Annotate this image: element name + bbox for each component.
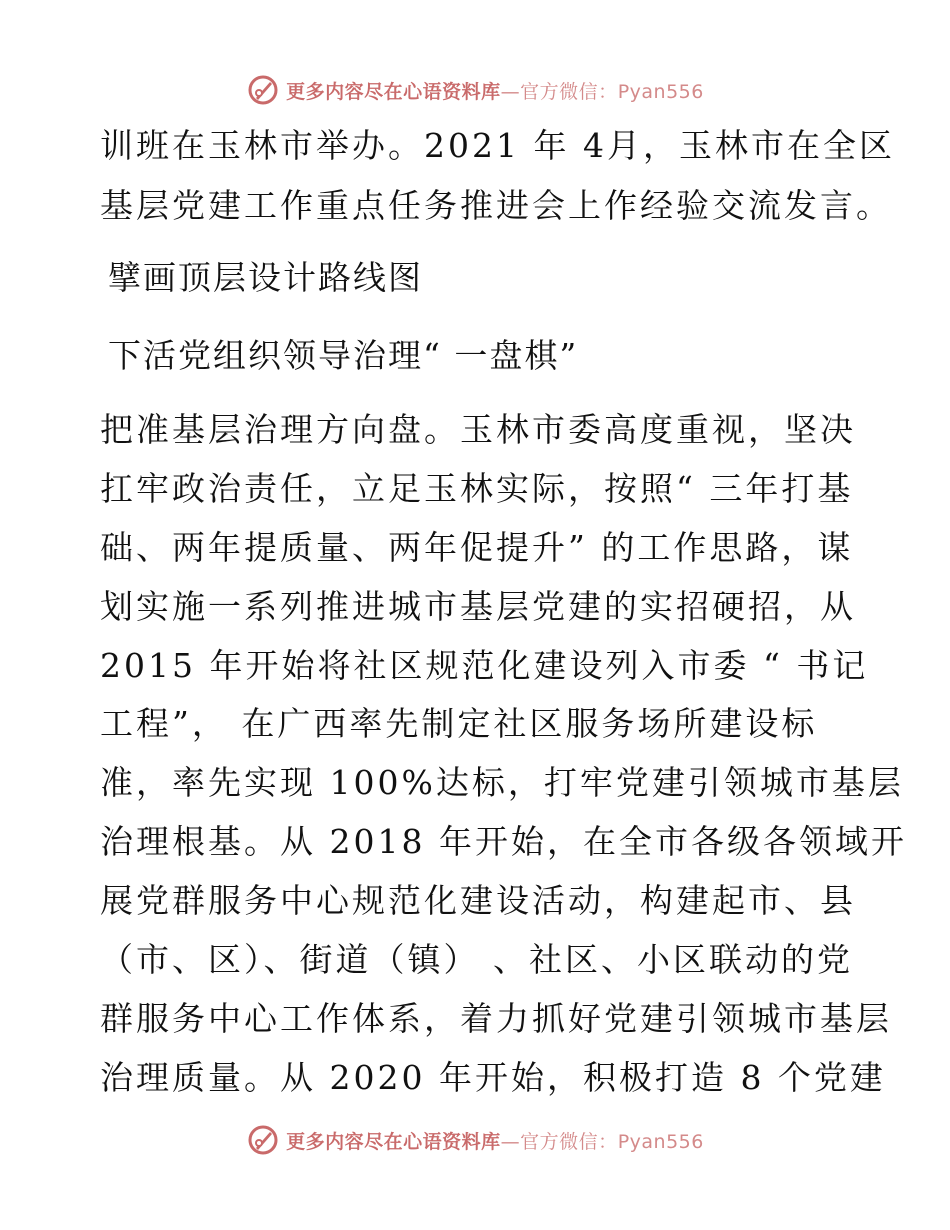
watermark-official: 官方微信： (520, 1130, 618, 1153)
watermark-text (286, 77, 704, 104)
watermark-footer (0, 1120, 950, 1160)
watermark-header (0, 70, 950, 110)
text-line: 准，率先实现 100%达标，打牢党建引领城市基层 (100, 763, 904, 802)
text-line: 训班在玉林市举办。2021 年 4月，玉林市在全区 (100, 126, 895, 165)
watermark-wechat: Pyan556 (617, 80, 704, 103)
text-line: 工程”， 在广西率先制定社区服务场所建设标 (100, 704, 818, 743)
watermark-brand: 更多内容尽在心语资料库 (286, 80, 501, 103)
text-line: （市、区）、街道（镇） 、社区、小区联动的党 (100, 940, 853, 979)
section-heading: 擘画顶层设计路线图 (108, 258, 423, 297)
text-line: 2015 年开始将社区规范化建设列入市委 “ 书记 (100, 646, 869, 685)
quill-logo-icon (246, 1123, 280, 1157)
text-line: 展党群服务中心规范化建设活动，构建起市、县 (100, 881, 856, 920)
section-heading: 下活党组织领导治理“ 一盘棋” (108, 336, 579, 375)
watermark-official: 官方微信： (520, 80, 618, 103)
text-line: 群服务中心工作体系，着力抓好党建引领城市基层 (100, 999, 892, 1038)
watermark-separator: — (500, 80, 521, 103)
watermark-brand: 更多内容尽在心语资料库 (286, 1130, 501, 1153)
watermark-wechat: Pyan556 (617, 1130, 704, 1153)
text-line: 基层党建工作重点任务推进会上作经验交流发言。 (100, 186, 892, 225)
text-line: 治理质量。从 2020 年开始，积极打造 8 个党建 (100, 1058, 886, 1097)
text-line: 扛牢政治责任，立足玉林实际，按照“ 三年打基 (100, 469, 854, 508)
quill-logo-icon (246, 73, 280, 107)
text-line: 础、两年提质量、两年促提升” 的工作思路，谋 (100, 528, 854, 567)
text-line: 把准基层治理方向盘。玉林市委高度重视，坚决 (100, 410, 856, 449)
watermark-separator: — (500, 1130, 521, 1153)
watermark-text (286, 1127, 704, 1154)
text-line: 划实施一系列推进城市基层党建的实招硬招，从 (100, 587, 856, 626)
text-line: 治理根基。从 2018 年开始，在全市各级各领域开 (100, 822, 907, 861)
